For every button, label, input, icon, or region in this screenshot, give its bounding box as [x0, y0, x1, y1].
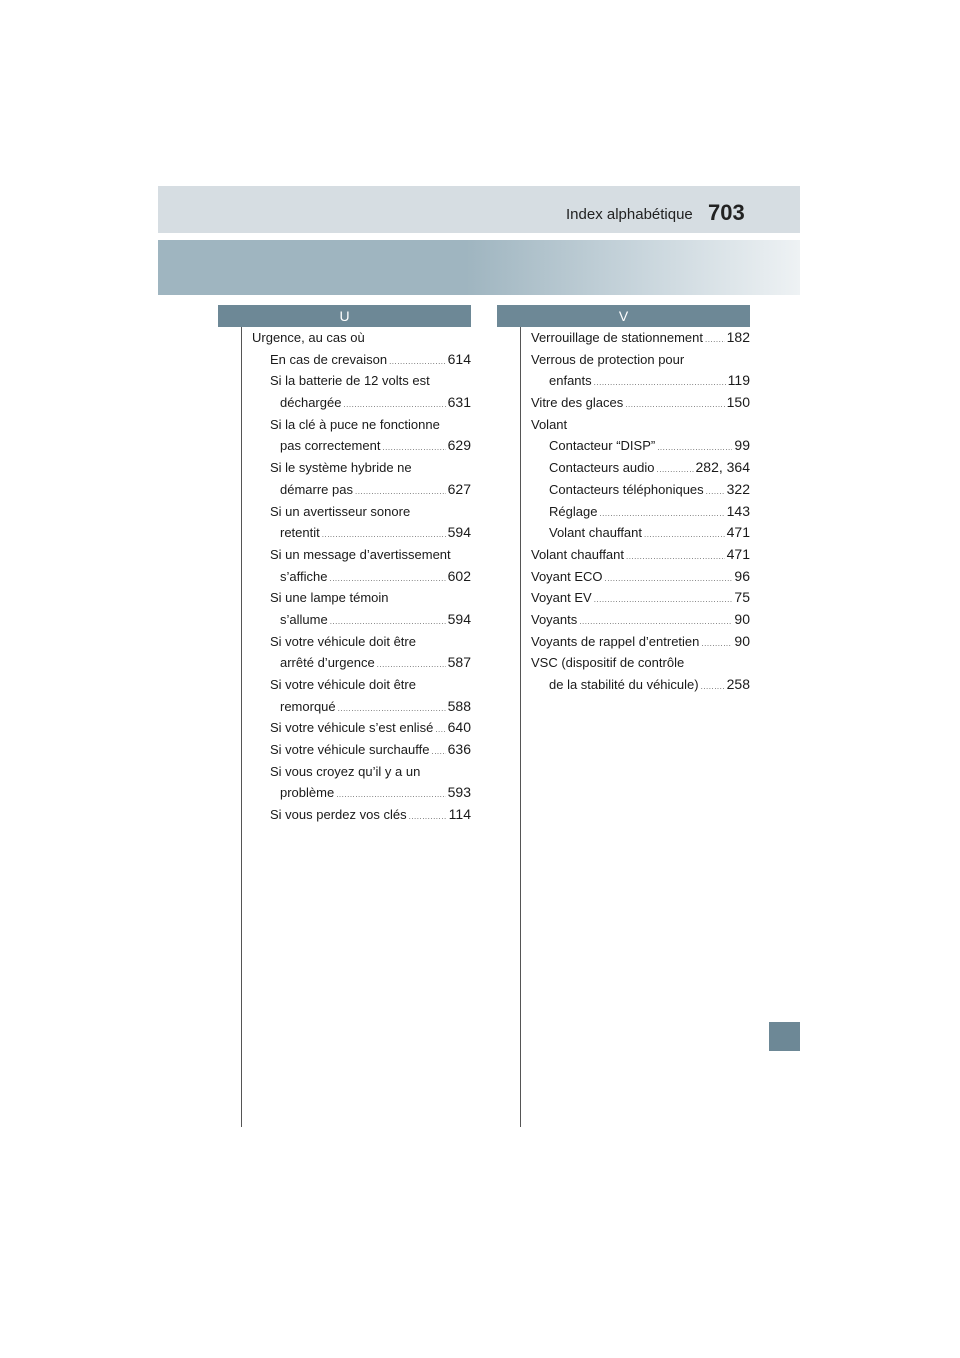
entry-text: Volant chauffant	[531, 546, 625, 562]
entry-text: démarre pas	[280, 481, 353, 497]
entry-text: Si un avertisseur sonore	[270, 503, 411, 519]
entry-text: Voyant EV	[531, 590, 592, 606]
index-entry	[531, 566, 750, 588]
dot-leader	[657, 437, 732, 459]
column-divider-right	[520, 305, 521, 1127]
index-entry	[252, 652, 471, 674]
dot-leader	[355, 481, 446, 503]
index-entry	[252, 392, 471, 414]
index-entry	[531, 631, 750, 653]
entry-page: 96	[734, 567, 750, 584]
entry-text: s’allume	[280, 611, 328, 627]
entry-text: Si votre véhicule doit être	[270, 677, 416, 692]
entry-page: 471	[726, 524, 750, 541]
entry-page: 602	[447, 567, 471, 584]
dot-leader	[594, 589, 733, 611]
header-band	[158, 240, 800, 295]
entry-text: Si un message d’avertissement	[270, 546, 451, 562]
dot-leader	[657, 459, 694, 481]
index-column-u	[252, 327, 471, 826]
page-number: 703	[708, 200, 745, 225]
index-entry	[252, 414, 471, 436]
entry-page: 631	[447, 394, 471, 411]
entry-text: arrêté d’urgence	[280, 655, 375, 671]
entry-page: 627	[447, 480, 471, 497]
index-entry	[531, 392, 750, 414]
entry-page: 258	[726, 676, 750, 692]
entry-text: Si votre véhicule surchauffe	[270, 742, 430, 758]
index-entry	[252, 674, 471, 696]
index-entry	[252, 479, 471, 501]
section-tab	[769, 1022, 800, 1051]
entry-text: Réglage	[549, 503, 598, 519]
index-entry	[252, 566, 471, 588]
index-entry	[252, 587, 471, 609]
entry-text: Verrous de protection pour	[531, 351, 685, 367]
index-column-v	[531, 327, 750, 696]
entry-page: 587	[447, 654, 471, 671]
entry-page: 593	[447, 784, 471, 801]
entry-text: Verrouillage de stationnement	[531, 330, 704, 345]
entry-page: 588	[447, 697, 471, 714]
index-entry	[252, 782, 471, 804]
index-entry	[252, 761, 471, 783]
index-entry	[252, 696, 471, 718]
entry-page: 594	[447, 524, 471, 541]
dot-leader	[377, 654, 446, 676]
entry-text: de la stabilité du véhicule)	[549, 677, 699, 692]
page-title: Index alphabétique	[566, 206, 693, 223]
entry-text: enfants	[549, 373, 592, 389]
entry-text: problème	[280, 785, 335, 801]
section-header-u: U	[218, 305, 471, 327]
entry-text: Contacteurs téléphoniques	[549, 481, 704, 497]
dot-leader	[329, 568, 445, 590]
entry-text: Si votre véhicule doit être	[270, 633, 416, 649]
dot-leader	[336, 784, 445, 806]
index-entry	[531, 457, 750, 479]
index-entry	[531, 544, 750, 566]
entry-page: 629	[447, 437, 471, 454]
dot-leader	[343, 394, 445, 416]
entry-text: Voyant ECO	[531, 568, 603, 584]
dot-leader	[625, 394, 724, 416]
dot-leader	[701, 633, 732, 655]
dot-leader	[322, 524, 446, 546]
index-entry	[531, 501, 750, 523]
entry-text: pas correctement	[280, 438, 381, 454]
entry-text: Voyants de rappel d’entretien	[531, 633, 700, 649]
dot-leader	[579, 611, 732, 633]
entry-page: 90	[734, 632, 750, 649]
entry-text: Si la clé à puce ne fonctionne	[270, 416, 440, 432]
entry-text: En cas de crevaison	[270, 351, 388, 367]
entry-text: Volant chauffant	[549, 525, 643, 541]
index-entry	[252, 327, 471, 349]
header-bar	[158, 186, 800, 233]
entry-text: Vitre des glaces	[531, 395, 624, 411]
dot-leader	[435, 719, 445, 741]
index-entry	[252, 717, 471, 739]
index-entry	[531, 414, 750, 436]
entry-page: 640	[447, 719, 471, 736]
index-entry	[252, 522, 471, 544]
entry-page: 114	[448, 806, 471, 823]
dot-leader	[338, 698, 446, 720]
index-entry	[531, 370, 750, 392]
entry-page: 636	[447, 741, 471, 758]
dot-leader	[644, 524, 725, 546]
dot-leader	[701, 676, 725, 698]
entry-text: Si votre véhicule s’est enlisé	[270, 720, 434, 736]
index-entry	[531, 522, 750, 544]
entry-text: Si la batterie de 12 volts est	[270, 373, 430, 389]
dot-leader	[599, 503, 724, 525]
entry-text: Contacteurs audio	[549, 460, 655, 476]
entry-page: 99	[734, 437, 750, 454]
entry-text: déchargée	[280, 395, 342, 411]
section-header-v: V	[497, 305, 750, 327]
entry-text: Si vous croyez qu’il y a un	[270, 763, 421, 779]
index-entry	[531, 587, 750, 609]
entry-text: Volant	[531, 416, 568, 432]
entry-text: Si une lampe témoin	[270, 590, 389, 606]
index-entry	[252, 739, 471, 761]
entry-page: 614	[447, 350, 471, 367]
index-entry	[252, 349, 471, 371]
index-entry	[531, 349, 750, 371]
dot-leader	[330, 611, 446, 633]
entry-page: 594	[447, 610, 471, 627]
dot-leader	[626, 546, 725, 568]
index-entry	[531, 652, 750, 674]
entry-text: Contacteur “DISP”	[549, 438, 656, 454]
index-entry	[252, 804, 471, 826]
entry-text: Si le système hybride ne	[270, 460, 412, 476]
entry-page: 90	[734, 610, 750, 627]
index-entry	[531, 435, 750, 457]
entry-text: Si vous perdez vos clés	[270, 807, 407, 823]
entry-text: Voyants	[531, 611, 578, 627]
index-entry	[252, 501, 471, 523]
entry-text: retentit	[280, 525, 320, 541]
dot-leader	[706, 481, 725, 503]
dot-leader	[389, 351, 446, 373]
index-entry	[531, 674, 750, 696]
entry-text: VSC (dispositif de contrôle	[531, 655, 685, 671]
index-entry	[531, 327, 750, 349]
index-entry	[531, 609, 750, 631]
index-entry	[252, 457, 471, 479]
index-entry	[252, 435, 471, 457]
entry-page: 182	[726, 329, 750, 345]
index-entry	[252, 370, 471, 392]
entry-text: Urgence, au cas où	[252, 330, 365, 345]
entry-page: 471	[726, 545, 750, 562]
entry-page: 282, 364	[695, 459, 750, 476]
entry-text: s’affiche	[280, 568, 328, 584]
entry-page: 75	[734, 589, 750, 606]
entry-page: 150	[726, 394, 750, 411]
dot-leader	[431, 741, 445, 763]
dot-leader	[382, 437, 445, 459]
index-entry	[531, 479, 750, 501]
entry-page: 322	[726, 480, 750, 497]
dot-leader	[705, 329, 725, 351]
entry-text: remorqué	[280, 698, 336, 714]
column-divider-left	[241, 305, 242, 1127]
entry-page: 119	[727, 372, 750, 389]
dot-leader	[409, 806, 447, 828]
dot-leader	[594, 372, 726, 394]
dot-leader	[605, 568, 733, 590]
index-entry	[252, 609, 471, 631]
entry-page: 143	[726, 502, 750, 519]
index-entry	[252, 631, 471, 653]
index-entry	[252, 544, 471, 566]
